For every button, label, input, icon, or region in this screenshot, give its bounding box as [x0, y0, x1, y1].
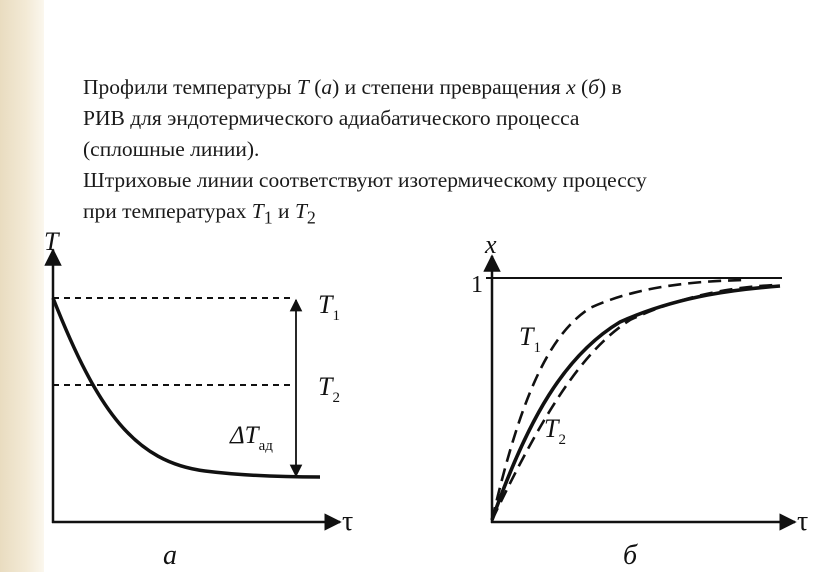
panel-b-y-tick-label: 1: [471, 272, 483, 298]
panel-b-y-axis-label: x: [485, 230, 497, 259]
panel-a-x-axis-label: τ: [342, 506, 354, 537]
panel-b-t2-isothermal-dashed-curve: [492, 285, 775, 520]
caption-line-5: при температурах $T_1$ и $T_2$: [83, 199, 316, 228]
panel-a-t2-label: T2: [318, 372, 340, 406]
panel-a-y-axis-label: T: [44, 227, 59, 256]
panel-b-x-axis-label: τ: [797, 506, 809, 537]
panel-b: [471, 230, 808, 571]
panel-a-delta-label: ΔTад: [230, 422, 273, 454]
panel-a-letter: а: [163, 540, 177, 571]
panel-a-t1-label: T1: [318, 290, 340, 324]
panel-b-letter: б: [623, 540, 638, 571]
caption-line-4: Штриховые линии соответствуют изотермическому процессу: [83, 168, 647, 192]
panel-b-t1-label: T1: [519, 322, 541, 356]
caption-line-3: (сплошные линии).: [83, 137, 260, 161]
panel-b-t1-isothermal-dashed-curve: [492, 280, 745, 520]
panel-b-t2-label: T2: [544, 414, 566, 448]
caption-line-2: РИВ для эндотермического адиабатического процесса: [83, 106, 580, 130]
panel-a-adiabatic-curve: [53, 298, 320, 477]
panel-a: [44, 227, 353, 571]
panel-b-adiabatic-curve: [492, 286, 780, 520]
caption-line-1: Профили температуры T (а) и степени превращения x (б) в: [83, 75, 622, 99]
